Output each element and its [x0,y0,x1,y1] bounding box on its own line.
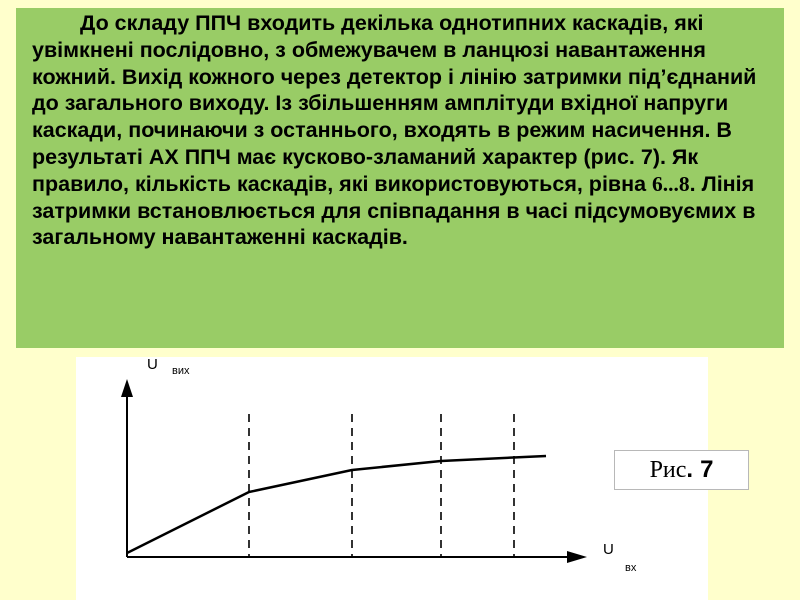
cascade-count-range: 6...8 [652,171,690,196]
figure-caption [614,450,749,490]
x-axis-label: U [603,541,614,558]
y-axis-subscript: вих [172,365,190,377]
x-axis-subscript: вх [625,562,637,574]
caption-number: 7 [700,456,714,483]
caption-word: Рис [649,456,687,483]
description-text-part1: До складу ППЧ входить декілька однотипних каскадів, які увімкнені послідовно, з обмежувачем в ланцюзі навантаження кожний. Вихід кожного через детектор і лінію затримки під’єднаний до загального виходу. Із збільшенням амплітуди вхідної напруги каскади, починаючи з останнього, входять в режим насичення. В результаті АХ ППЧ має кусково-зламаний характер (рис. 7). Як правило, кількість каскадів, які використовуються, рівна [32,11,757,196]
description-paragraph [32,10,774,251]
characteristic-curve [127,456,546,553]
description-text-part2: . Лінія затримки встановлюється для співпадання в часі підсумовуємих в загальному навантаженні каскадів. [32,171,756,250]
y-axis-label: U [147,357,158,373]
caption-dot: . [686,456,694,483]
y-axis-arrow [121,379,133,397]
description-text-box [16,8,784,348]
x-axis-arrow [567,551,587,563]
